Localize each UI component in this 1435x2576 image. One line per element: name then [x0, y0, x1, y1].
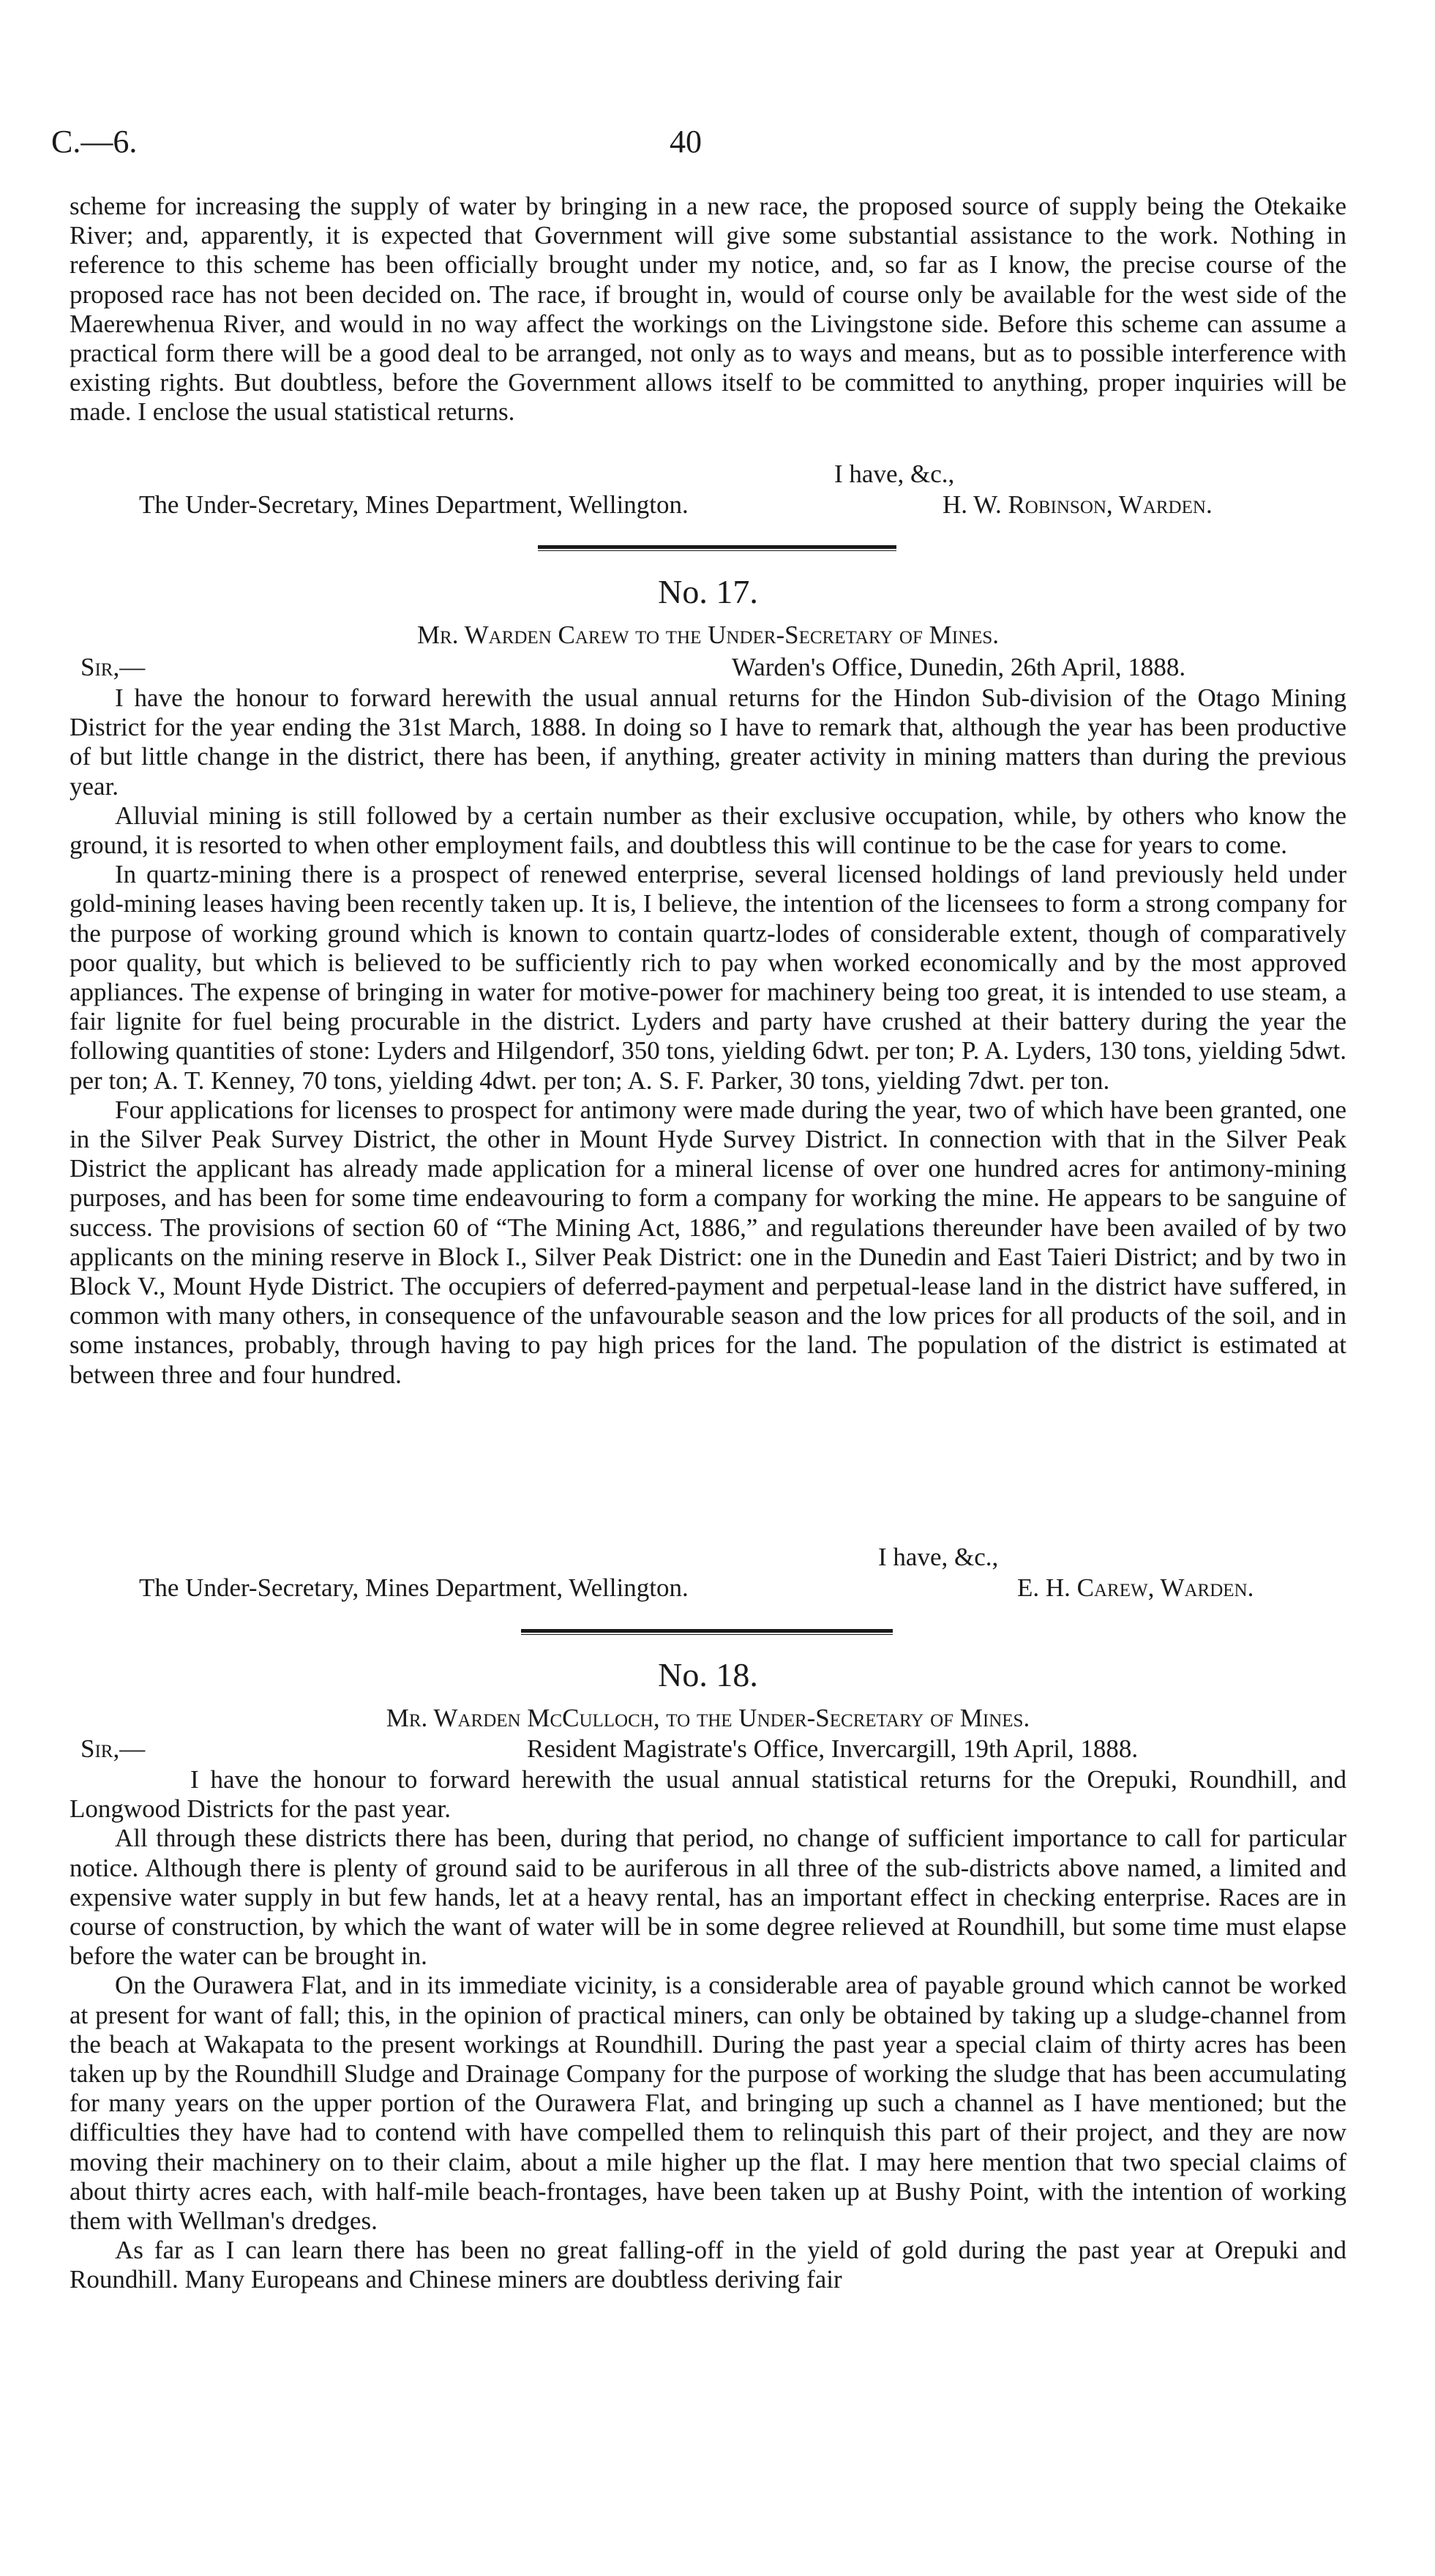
intro-closing: I have, &c.,: [834, 460, 955, 488]
letter17-title: Mr. Warden Carew to the Under-Secretary of Mines.: [416, 621, 1000, 649]
letter18-dateline: Resident Magistrate's Office, Invercargill, 19th April, 1888.: [527, 1734, 1139, 1763]
intro-addressee: The Under-Secretary, Mines Department, Wellington.: [139, 490, 689, 519]
letter17-body: [70, 684, 1346, 1390]
letter17-signature: E. H. Carew, Warden.: [1017, 1573, 1254, 1602]
letter18-body: [70, 1765, 1346, 2295]
letter18-salutation: Sir,—: [80, 1734, 146, 1763]
letter18-paragraph: On the Ourawera Flat, and in its immediate vicinity, is a considerable area of payable ground which cannot be worked at present for want of fall; this, in the opinion of practical miners, can only be obtained by taking up a sludge-channel from the beach at Wakapata to the present workings at Roundhill. During the past year a special claim of thirty acres has been taken up by the Roundhill Sludge and Drainage Company for the purpose of working the sludge that has been accumulating for many years on the upper portion of the Ourawera Flat, and bringing up such a channel as I have mentioned; but the difficulties they have had to contend with have compelled them to relinquish this part of their project, and they are now moving their machinery on to their claim, about a mile higher up the flat. I may here mention that two special claims of about thirty acres each, with half-mile beach-frontages, have been taken up at Bushy Point, with the intention of working them with Wellman's dredges.: [70, 1971, 1346, 2236]
section-divider: [521, 1629, 893, 1633]
letter17-salutation: Sir,—: [80, 653, 146, 681]
letter18-paragraph: All through these districts there has been, during that period, no change of sufficient importance to call for particular notice. Although there is plenty of ground said to be auriferous in all three of the sub-districts above named, a limited and expensive water supply in but few hands, let at a heavy rental, has an important effect in checking enterprise. Races are in course of construction, by which the want of water will be in some degree relieved at Roundhill, but some time must elapse before the water can be brought in.: [70, 1824, 1346, 1971]
intro-section: [70, 192, 1346, 427]
letter18-paragraph: As far as I can learn there has been no great falling-off in the yield of gold during the past year at Orepuki and Roundhill. Many Europeans and Chinese miners are doubtless deriving fair: [70, 2236, 1346, 2294]
letter17-paragraph: I have the honour to forward herewith the usual annual returns for the Hindon Sub-division of the Otago Mining District for the year ending the 31st March, 1888. In doing so I have to remark that, although the year has been productive of but little change in the district, there has been, if anything, greater activity in mining matters than during the previous year.: [70, 684, 1346, 801]
letter17-number: No. 17.: [658, 573, 758, 610]
letter17-paragraph: Four applications for licenses to prospect for antimony were made during the year, two of which have been granted, one in the Silver Peak Survey District, the other in Mount Hyde Survey District. In connection with that in the Silver Peak District the applicant has already made application for a mineral license of over one hundred acres for antimony-mining purposes, and has been for some time endeavouring to form a company for working the mine. He appears to be sanguine of success. The provisions of section 60 of “The Mining Act, 1886,” and regulations thereunder have been availed of by two applicants on the mining reserve in Block I., Silver Peak District: one in the Dunedin and East Taieri District; and by two in Block V., Mount Hyde District. The occupiers of deferred-payment and perpetual-lease land in the district have suffered, in common with many others, in consequence of the unfavourable season and the low prices for all products of the soil, and in some instances, probably, through having to pay high prices for the land. The population of the district is estimated at between three and four hundred.: [70, 1095, 1346, 1389]
letter17-dateline: Warden's Office, Dunedin, 26th April, 1888.: [732, 653, 1186, 681]
intro-signature: H. W. Robinson, Warden.: [943, 490, 1213, 519]
letter18-number: No. 18.: [658, 1656, 758, 1693]
letter17-paragraph: Alluvial mining is still followed by a certain number as their exclusive occupation, while, by others who know the ground, it is resorted to when other employment fails, and doubtless this will continue to be the case for years to come.: [70, 801, 1346, 860]
letter18-title: Mr. Warden McCulloch, to the Under-Secretary of Mines.: [386, 1704, 1030, 1732]
letter18-paragraph: I have the honour to forward herewith the usual annual statistical returns for the Orepuki, Roundhill, and Longwood Districts for the past year.: [70, 1765, 1346, 1824]
letter17-paragraph: In quartz-mining there is a prospect of renewed enterprise, several licensed holdings of land previously held under gold-mining leases having been recently taken up. It is, I believe, the intention of the licensees to form a strong company for the purpose of working ground which is known to contain quartz-lodes of considerable extent, though of comparatively poor quality, but which is believed to be sufficiently rich to pay when worked economically and by the most approved appliances. The expense of bringing in water for motive-power for machinery being too great, it is intended to use steam, a fair lignite for fuel being procurable in the district. Lyders and party have crushed at their battery during the year the following quantities of stone: Lyders and Hilgendorf, 350 tons, yielding 6dwt. per ton; P. A. Lyders, 130 tons, yielding 5dwt. per ton; A. T. Kenney, 70 tons, yielding 4dwt. per ton; A. S. F. Parker, 30 tons, yielding 7dwt. per ton.: [70, 860, 1346, 1095]
document-reference: C.—6.: [51, 124, 138, 160]
section-divider: [538, 545, 896, 549]
letter17-addressee: The Under-Secretary, Mines Department, Wellington.: [139, 1573, 689, 1602]
letter17-closing: I have, &c.,: [878, 1543, 999, 1571]
page-number: 40: [670, 124, 702, 160]
intro-paragraph: scheme for increasing the supply of water by bringing in a new race, the proposed source of supply being the Otekaike River; and, apparently, it is expected that Government will give some substantial assistance to the work. Nothing in reference to this scheme has been officially brought under my notice, and, so far as I know, the precise course of the proposed race has not been decided on. The race, if brought in, would of course only be available for the west side of the Maerewhenua River, and would in no way affect the workings on the Livingstone side. Before this scheme can assume a practical form there will be a good deal to be arranged, not only as to ways and means, but as to possible interference with existing rights. But doubtless, before the Government allows itself to be committed to anything, proper inquiries will be made. I enclose the usual statistical returns.: [70, 192, 1346, 427]
